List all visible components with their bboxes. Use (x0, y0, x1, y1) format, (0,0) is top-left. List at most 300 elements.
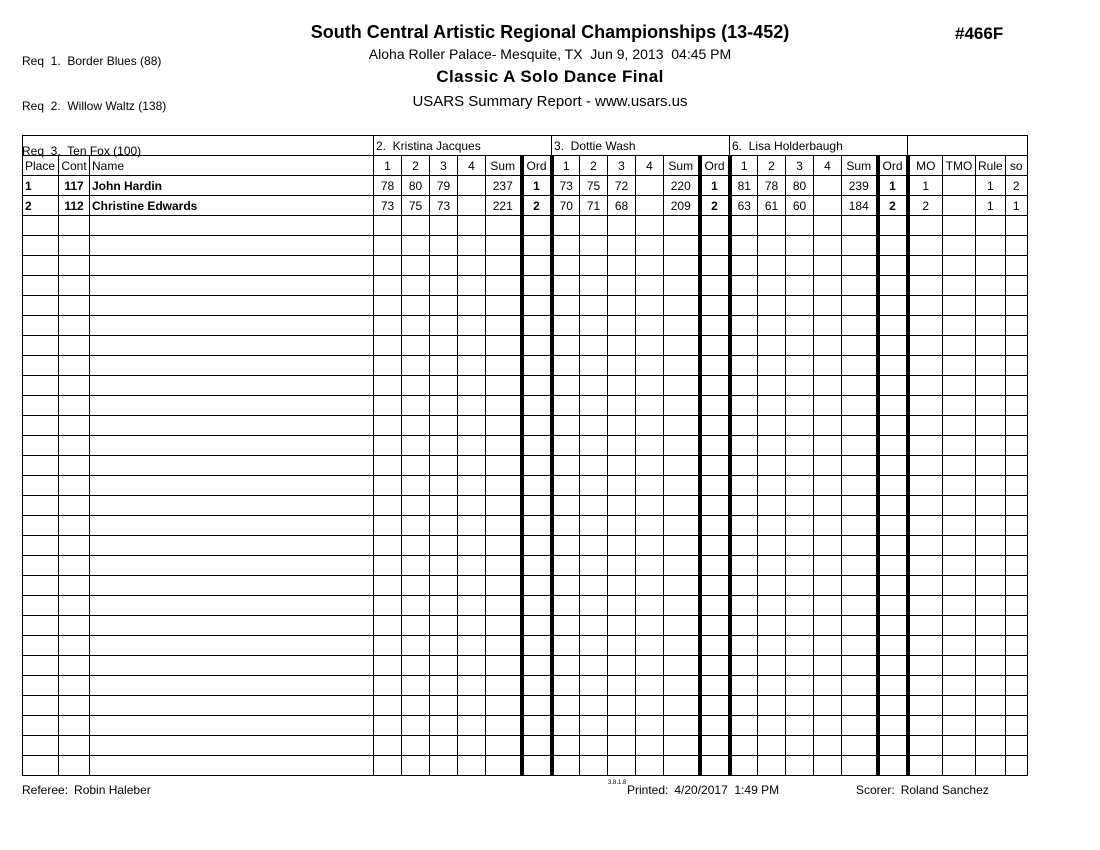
sum-cell (842, 316, 878, 336)
sum-cell (486, 356, 522, 376)
name-cell (90, 356, 374, 376)
mo-cell (908, 656, 943, 676)
score-cell (786, 236, 814, 256)
mo-cell (908, 516, 943, 536)
score-cell (730, 736, 758, 756)
rule-cell (976, 256, 1006, 276)
so-cell (1005, 736, 1027, 756)
score-cell (580, 456, 608, 476)
score-cell (608, 576, 636, 596)
score-cell (758, 256, 786, 276)
score-cell (786, 556, 814, 576)
cont-cell (59, 736, 90, 756)
score-cell (786, 276, 814, 296)
so-cell (1005, 456, 1027, 476)
score-cell: 80 (786, 176, 814, 196)
ord-cell (522, 616, 552, 636)
score-cell (730, 696, 758, 716)
mo-cell (908, 596, 943, 616)
cont-cell (59, 676, 90, 696)
report-number: #466F (955, 24, 1004, 43)
place-cell (23, 296, 59, 316)
mo-cell (908, 356, 943, 376)
score-cell (814, 416, 842, 436)
score-cell (608, 416, 636, 436)
score-cell (374, 396, 402, 416)
ord-cell (700, 376, 730, 396)
mo-cell (908, 216, 943, 236)
empty-row (23, 316, 1028, 336)
score-cell (814, 216, 842, 236)
mo-cell (908, 376, 943, 396)
mo-cell (908, 336, 943, 356)
ord-cell (878, 516, 908, 536)
sum-cell (842, 216, 878, 236)
name-cell (90, 336, 374, 356)
score-cell (374, 416, 402, 436)
mo-cell (908, 756, 943, 776)
sum-cell (664, 216, 700, 236)
score-cell (402, 736, 430, 756)
ord-cell (878, 496, 908, 516)
cont-cell (59, 396, 90, 416)
score-cell (580, 596, 608, 616)
name-cell (90, 756, 374, 776)
sum-cell: 184 (842, 196, 878, 216)
sum-cell (664, 336, 700, 356)
sum-cell (486, 336, 522, 356)
sum-cell (842, 416, 878, 436)
name-cell (90, 296, 374, 316)
place-cell (23, 616, 59, 636)
judge-score-header: 4 (636, 156, 664, 176)
score-cell (430, 356, 458, 376)
score-cell (636, 176, 664, 196)
score-cell (552, 376, 580, 396)
name-cell (90, 636, 374, 656)
score-cell (608, 556, 636, 576)
cont-cell (59, 536, 90, 556)
place-cell (23, 316, 59, 336)
sum-cell (486, 556, 522, 576)
so-cell (1005, 616, 1027, 636)
score-cell (814, 456, 842, 476)
tmo-cell (943, 736, 976, 756)
score-cell (730, 576, 758, 596)
sum-header: Sum (842, 156, 878, 176)
cont-cell (59, 256, 90, 276)
sum-cell (664, 356, 700, 376)
ord-cell: 2 (522, 196, 552, 216)
score-cell (374, 716, 402, 736)
rule-cell (976, 276, 1006, 296)
tmo-cell (943, 696, 976, 716)
ord-cell (522, 596, 552, 616)
score-cell: 73 (374, 196, 402, 216)
mo-cell (908, 556, 943, 576)
referee-line (22, 783, 151, 797)
ord-cell (522, 496, 552, 516)
score-cell (814, 296, 842, 316)
score-cell (552, 496, 580, 516)
score-cell (552, 216, 580, 236)
score-cell (374, 216, 402, 236)
score-cell (730, 556, 758, 576)
empty-row (23, 736, 1028, 756)
cont-cell (59, 516, 90, 536)
sum-cell (842, 556, 878, 576)
cont-cell (59, 276, 90, 296)
score-cell: 81 (730, 176, 758, 196)
score-cell (430, 256, 458, 276)
score-cell (580, 536, 608, 556)
score-cell: 71 (580, 196, 608, 216)
empty-row (23, 496, 1028, 516)
so-cell (1005, 436, 1027, 456)
score-cell (552, 456, 580, 476)
score-cell (758, 716, 786, 736)
sum-cell (842, 676, 878, 696)
score-cell (636, 416, 664, 436)
sum-cell (664, 296, 700, 316)
score-cell (814, 476, 842, 496)
sum-cell (842, 456, 878, 476)
rule-cell (976, 676, 1006, 696)
mo-cell (908, 476, 943, 496)
so-cell (1005, 756, 1027, 776)
score-cell (402, 396, 430, 416)
rule-cell (976, 656, 1006, 676)
score-cell (374, 436, 402, 456)
sum-cell (486, 476, 522, 496)
tmo-cell (943, 476, 976, 496)
so-cell (1005, 296, 1027, 316)
score-cell (402, 416, 430, 436)
score-cell (374, 536, 402, 556)
sum-cell (486, 376, 522, 396)
score-cell (730, 716, 758, 736)
score-cell (730, 436, 758, 456)
score-cell (786, 476, 814, 496)
cont-cell (59, 636, 90, 656)
score-cell (730, 396, 758, 416)
score-cell (580, 756, 608, 776)
sum-cell (842, 296, 878, 316)
score-cell (758, 376, 786, 396)
name-cell (90, 616, 374, 636)
score-cell (758, 496, 786, 516)
name-cell (90, 596, 374, 616)
score-cell (580, 356, 608, 376)
scorer-line (856, 783, 989, 797)
score-cell (758, 536, 786, 556)
place-cell (23, 476, 59, 496)
empty-row (23, 456, 1028, 476)
score-cell (786, 316, 814, 336)
score-cell (608, 236, 636, 256)
ord-header: Ord (700, 156, 730, 176)
score-cell (786, 756, 814, 776)
sum-cell (664, 756, 700, 776)
score-cell (636, 676, 664, 696)
ord-cell (878, 436, 908, 456)
score-cell (730, 596, 758, 616)
judge-score-header: 1 (730, 156, 758, 176)
mo-cell: 1 (908, 176, 943, 196)
score-cell (786, 676, 814, 696)
tmo-cell (943, 196, 976, 216)
score-cell (402, 216, 430, 236)
score-cell (552, 336, 580, 356)
score-cell (430, 556, 458, 576)
cont-cell (59, 416, 90, 436)
ord-cell (878, 536, 908, 556)
score-cell (786, 376, 814, 396)
referee-name: Robin Haleber (74, 783, 151, 797)
score-cell (814, 276, 842, 296)
score-cell (458, 316, 486, 336)
rule-cell (976, 396, 1006, 416)
score-cell (758, 316, 786, 336)
place-cell (23, 696, 59, 716)
so-cell (1005, 476, 1027, 496)
cont-cell (59, 556, 90, 576)
empty-row (23, 236, 1028, 256)
score-cell (758, 756, 786, 776)
ord-cell (878, 636, 908, 656)
score-cell: 73 (552, 176, 580, 196)
score-cell (814, 256, 842, 276)
score-cell (374, 296, 402, 316)
ord-cell (700, 436, 730, 456)
score-cell: 78 (758, 176, 786, 196)
ord-cell (878, 216, 908, 236)
score-cell: 75 (402, 196, 430, 216)
rule-cell (976, 216, 1006, 236)
score-cell (730, 476, 758, 496)
name-cell (90, 316, 374, 336)
score-cell (636, 336, 664, 356)
sum-cell (842, 476, 878, 496)
score-cell (636, 536, 664, 556)
score-cell (608, 496, 636, 516)
score-cell (730, 416, 758, 436)
score-cell (458, 516, 486, 536)
score-cell (458, 716, 486, 736)
score-cell (636, 596, 664, 616)
score-cell (458, 296, 486, 316)
mo-cell (908, 736, 943, 756)
judges-header-row (23, 136, 1028, 156)
place-cell (23, 736, 59, 756)
rule-cell (976, 516, 1006, 536)
ord-cell (522, 376, 552, 396)
score-cell (636, 276, 664, 296)
score-cell (374, 556, 402, 576)
score-cell (580, 276, 608, 296)
score-cell: 79 (430, 176, 458, 196)
name-cell (90, 416, 374, 436)
place-cell (23, 276, 59, 296)
score-cell (608, 276, 636, 296)
so-cell (1005, 356, 1027, 376)
score-cell (458, 456, 486, 476)
so-header: so (1005, 156, 1027, 176)
ord-cell (878, 296, 908, 316)
place-cell: 2 (23, 196, 59, 216)
score-cell (374, 316, 402, 336)
printed-timestamp: 4/20/2017 1:49 PM (674, 783, 780, 797)
sum-cell (842, 496, 878, 516)
score-cell (636, 656, 664, 676)
mo-cell (908, 276, 943, 296)
sum-cell (664, 376, 700, 396)
score-cell (636, 396, 664, 416)
results-table (22, 135, 1028, 776)
score-cell (580, 716, 608, 736)
score-cell (814, 696, 842, 716)
required-dance-line: Req 2. Willow Waltz (138) (22, 99, 167, 113)
cont-cell: 112 (59, 196, 90, 216)
required-dance-line: Req 1. Border Blues (88) (22, 54, 162, 68)
score-cell (730, 656, 758, 676)
score-cell (814, 396, 842, 416)
score-cell (458, 736, 486, 756)
score-cell (552, 236, 580, 256)
judge-score-header: 3 (608, 156, 636, 176)
mo-cell (908, 396, 943, 416)
score-cell (636, 476, 664, 496)
score-cell (758, 736, 786, 756)
sum-cell (842, 736, 878, 756)
score-cell (608, 676, 636, 696)
score-cell (374, 376, 402, 396)
ord-cell (700, 416, 730, 436)
place-cell (23, 716, 59, 736)
software-version: 3.8.1.8 (608, 780, 627, 786)
tmo-cell (943, 756, 976, 776)
score-cell (402, 596, 430, 616)
ord-cell (700, 236, 730, 256)
sum-cell (486, 456, 522, 476)
mo-cell (908, 256, 943, 276)
score-cell (786, 356, 814, 376)
score-cell (430, 576, 458, 596)
rule-cell (976, 416, 1006, 436)
score-cell (374, 736, 402, 756)
score-cell (758, 416, 786, 436)
score-cell (458, 556, 486, 576)
score-cell (814, 316, 842, 336)
score-cell (786, 396, 814, 416)
score-cell (374, 356, 402, 376)
name-cell (90, 216, 374, 236)
score-cell (786, 496, 814, 516)
score-cell (430, 396, 458, 416)
tmo-cell (943, 716, 976, 736)
rule-cell: 1 (976, 196, 1006, 216)
score-cell (786, 516, 814, 536)
score-cell (458, 356, 486, 376)
sum-cell (664, 516, 700, 536)
empty-row (23, 696, 1028, 716)
score-cell (758, 236, 786, 256)
ord-cell (522, 416, 552, 436)
score-cell (402, 316, 430, 336)
so-cell (1005, 396, 1027, 416)
result-row (23, 176, 1028, 196)
score-cell (458, 696, 486, 716)
score-cell (786, 456, 814, 476)
ord-cell: 2 (878, 196, 908, 216)
so-cell (1005, 636, 1027, 656)
score-cell (814, 196, 842, 216)
sum-cell (664, 676, 700, 696)
mo-cell (908, 576, 943, 596)
judge-name-cell: 2. Kristina Jacques (374, 136, 552, 156)
judge-score-header: 1 (374, 156, 402, 176)
score-cell (374, 656, 402, 676)
sum-cell (842, 396, 878, 416)
sum-cell (486, 316, 522, 336)
score-cell (458, 676, 486, 696)
ord-cell (878, 336, 908, 356)
score-cell (580, 436, 608, 456)
score-cell (430, 636, 458, 656)
scorer-label: Scorer: (856, 783, 895, 797)
rule-cell (976, 496, 1006, 516)
score-cell (758, 616, 786, 636)
so-cell: 2 (1005, 176, 1027, 196)
place-header: Place (23, 156, 59, 176)
score-cell (758, 676, 786, 696)
name-cell (90, 256, 374, 276)
mo-cell (908, 296, 943, 316)
mo-cell (908, 536, 943, 556)
ord-cell: 1 (700, 176, 730, 196)
score-cell (608, 716, 636, 736)
score-cell: 78 (374, 176, 402, 196)
score-cell (374, 456, 402, 476)
score-cell (608, 596, 636, 616)
score-cell (374, 236, 402, 256)
sum-cell (486, 756, 522, 776)
score-cell (580, 516, 608, 536)
ord-cell (522, 296, 552, 316)
score-cell (402, 716, 430, 736)
empty-row (23, 416, 1028, 436)
ord-cell (878, 556, 908, 576)
score-cell (580, 376, 608, 396)
score-cell (374, 276, 402, 296)
name-cell (90, 376, 374, 396)
name-cell (90, 696, 374, 716)
sum-cell (664, 716, 700, 736)
so-cell (1005, 236, 1027, 256)
score-cell (430, 516, 458, 536)
score-cell (636, 216, 664, 236)
score-cell (814, 716, 842, 736)
ord-cell (700, 316, 730, 336)
score-cell (374, 476, 402, 496)
ord-header: Ord (522, 156, 552, 176)
score-cell (430, 216, 458, 236)
empty-row (23, 336, 1028, 356)
score-cell (730, 276, 758, 296)
score-cell (552, 616, 580, 636)
score-cell (758, 456, 786, 476)
score-cell (730, 236, 758, 256)
